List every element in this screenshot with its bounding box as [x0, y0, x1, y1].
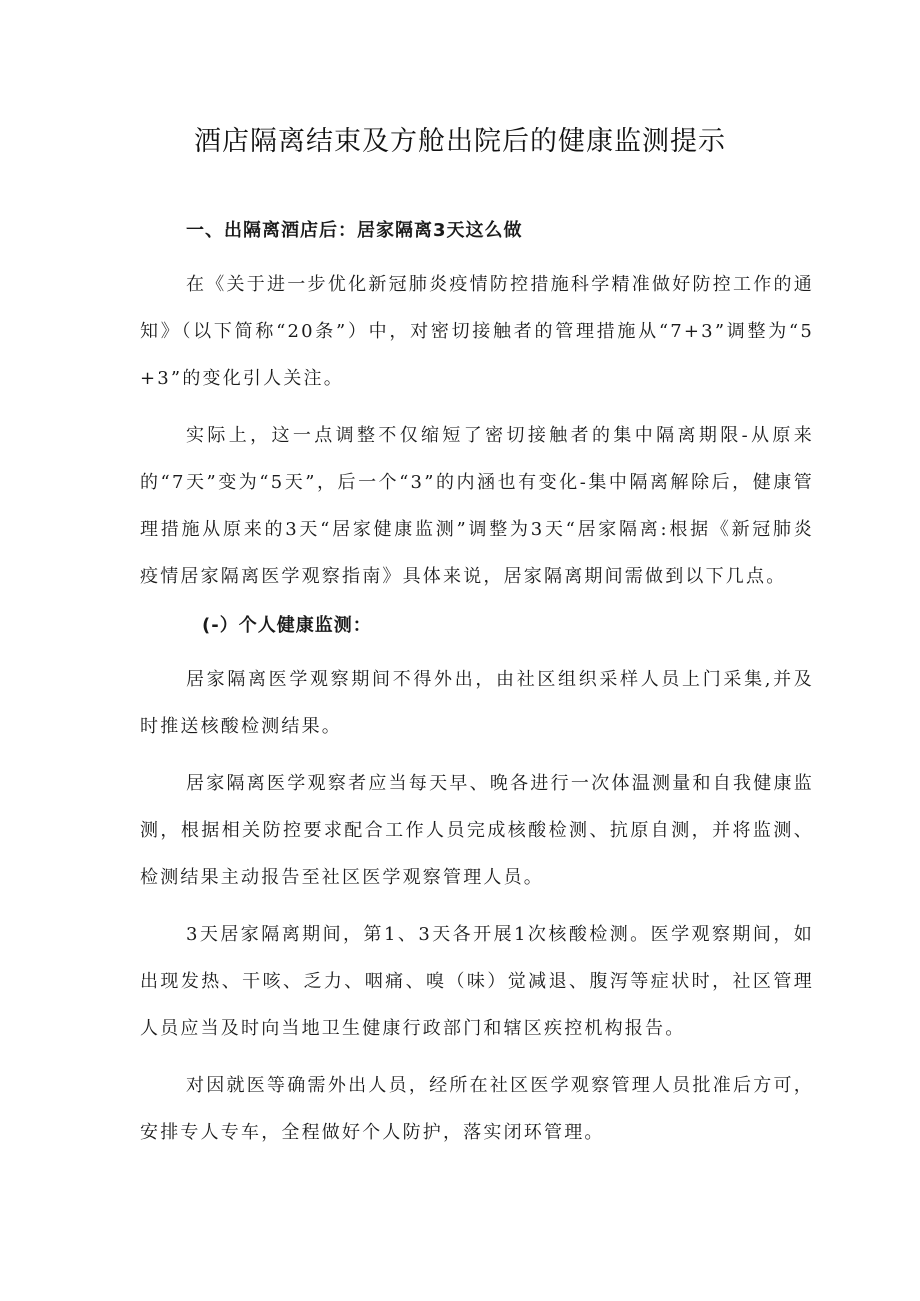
paragraph: 居家隔离医学观察者应当每天早、晚各进行一次体温测量和自我健康监测，根据相关防控要求配合工作人员完成核酸检测、抗原自测，并将监测、检测结果主动报告至社区医学观察管理人员。: [140, 773, 814, 888]
subsection-heading-1: (-）个人健康监测：: [202, 615, 372, 636]
paragraph: 3天居家隔离期间，第1、3天各开展1次核酸检测。医学观察期间，如出现发热、干咳、乏力、咽痛、嗅（味）觉减退、腹泻等症状时，社区管理人员应当及时向当地卫生健康行政部门和辖区疾控机构报告。: [140, 924, 814, 1039]
document-title: 酒店隔离结束及方舱出院后的健康监测提示: [194, 126, 726, 157]
paragraph: 对因就医等确需外出人员，经所在社区医学观察管理人员批准后方可，安排专人专车，全程做好个人防护，落实闭环管理。: [140, 1075, 814, 1143]
section-heading-1: 一、出隔离酒店后：居家隔离3天这么做: [186, 220, 523, 241]
paragraph: 实际上，这一点调整不仅缩短了密切接触者的集中隔离期限-从原来的“7天”变为“5天”，后一个“3”的内涵也有变化-集中隔离解除后，健康管理措施从原来的3天“居家健康监测”调整为3天“居家隔离:根据《新冠肺炎疫情居家隔离医学观察指南》具体来说，居家隔离期间需做到以下几点。: [140, 425, 814, 587]
paragraph: 居家隔离医学观察期间不得外出，由社区组织采样人员上门采集,并及时推送核酸检测结果。: [140, 669, 814, 737]
document-body: [140, 213, 814, 1156]
paragraph: 在《关于进一步优化新冠肺炎疫情防控措施科学精准做好防控工作的通知》（以下简称“20条”）中，对密切接触者的管理措施从“7+3”调整为“5+3”的变化引人关注。: [140, 274, 814, 389]
